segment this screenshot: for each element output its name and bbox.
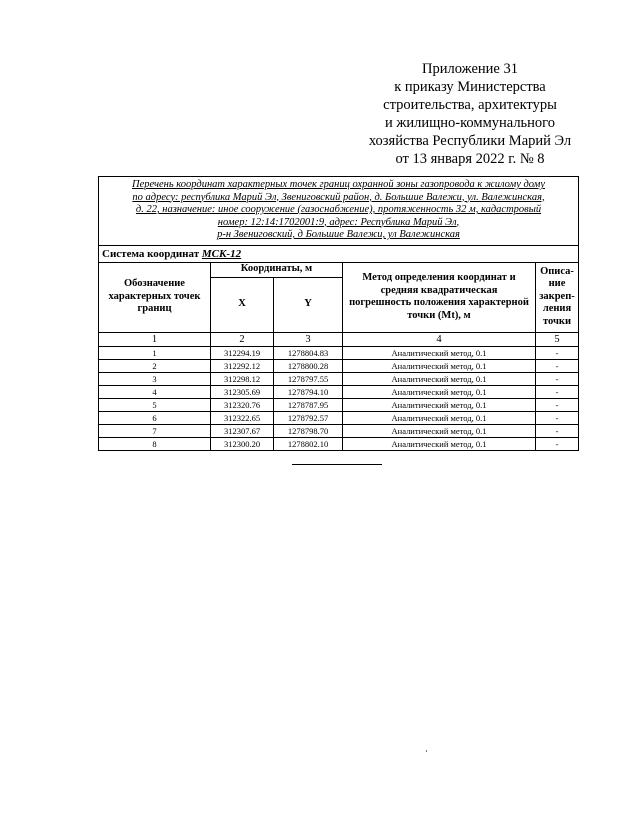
scan-speck [426,750,427,752]
cell-x: 312322.65 [211,411,274,424]
coordinate-system-label: Система координат [102,247,200,260]
column-number: 2 [211,332,274,346]
cell-point: 6 [99,411,211,424]
cell-point: 5 [99,398,211,411]
cell-method: Аналитический метод, 0.1 [343,372,536,385]
cell-x: 312294.19 [211,346,274,359]
cell-method: Аналитический метод, 0.1 [343,424,536,437]
cell-x: 312292.12 [211,359,274,372]
table-row [99,411,579,424]
cell-point: 7 [99,424,211,437]
cell-y: 1278800.28 [274,359,343,372]
cell-description: - [536,411,579,424]
table-row [99,346,579,359]
table-caption [99,177,579,246]
coordinate-system-value: МСК-12 [201,247,242,260]
header-y: Y [274,277,343,332]
header-method: Метод определения координат и средняя квадратическая погрешность положения характерной точки (Mt), м [343,262,536,332]
column-number: 5 [536,332,579,346]
header-x: X [211,277,274,332]
caption-line: Перечень координат характерных точек границ охранной зоны газопровода к жилому дому [131,179,546,190]
cell-description: - [536,424,579,437]
table-row [99,437,579,450]
appendix-line: Приложение 31 [422,61,518,77]
caption-line: номер: 12:14:1702001:9, адрес: Республика Марий Эл, [217,216,460,228]
cell-description: - [536,372,579,385]
cell-description: - [536,437,579,450]
table-row [99,424,579,437]
cell-method: Аналитический метод, 0.1 [343,385,536,398]
column-number: 3 [274,332,343,346]
cell-y: 1278802.10 [274,437,343,450]
cell-y: 1278797.55 [274,372,343,385]
appendix-line: и жилищно-коммунального [384,115,556,131]
cell-method: Аналитический метод, 0.1 [343,346,536,359]
cell-point: 4 [99,385,211,398]
coordinate-system-row [99,245,579,262]
appendix-line: от 13 января 2022 г. № 8 [395,151,545,167]
appendix-line: хозяйства Республики Марий Эл [368,133,572,149]
cell-description: - [536,359,579,372]
cell-y: 1278787.95 [274,398,343,411]
cell-point: 3 [99,372,211,385]
cell-y: 1278804.83 [274,346,343,359]
table-row [99,359,579,372]
cell-y: 1278792.57 [274,411,343,424]
header-designation: Обозначение характерных точек границ [99,262,211,332]
header-coordinates: Координаты, м [211,262,343,277]
caption-line: р-н Звениговский, д Большие Валежи, ул Валежинская [217,229,460,240]
cell-description: - [536,398,579,411]
cell-x: 312298.12 [211,372,274,385]
table-row [99,398,579,411]
appendix-header [330,60,610,168]
table-row [99,372,579,385]
cell-method: Аналитический метод, 0.1 [343,359,536,372]
cell-point: 2 [99,359,211,372]
coordinates-table [98,176,579,451]
cell-description: - [536,385,579,398]
table-row [99,385,579,398]
cell-x: 312320.76 [211,398,274,411]
footer-divider-line [292,464,382,465]
cell-description: - [536,346,579,359]
cell-y: 1278798.70 [274,424,343,437]
appendix-line: строительства, архитектуры [383,97,557,113]
cell-y: 1278794.10 [274,385,343,398]
cell-x: 312305.69 [211,385,274,398]
cell-point: 1 [99,346,211,359]
cell-x: 312300.20 [211,437,274,450]
header-description: Описа-ние закреп-ления точки [536,262,579,332]
appendix-line: к приказу Министерства [394,79,546,95]
caption-line: по адресу: республика Марий Эл, Звениговский район, д. Большие Валежи, ул. Валежинская, [132,191,545,203]
caption-line: д. 22, назначение: иное сооружение (газоснабжение), протяженность 32 м, кадастровый [135,204,542,215]
column-numbers-row [99,332,579,346]
column-number: 1 [99,332,211,346]
cell-method: Аналитический метод, 0.1 [343,411,536,424]
cell-point: 8 [99,437,211,450]
column-number: 4 [343,332,536,346]
cell-method: Аналитический метод, 0.1 [343,437,536,450]
cell-x: 312307.67 [211,424,274,437]
cell-method: Аналитический метод, 0.1 [343,398,536,411]
